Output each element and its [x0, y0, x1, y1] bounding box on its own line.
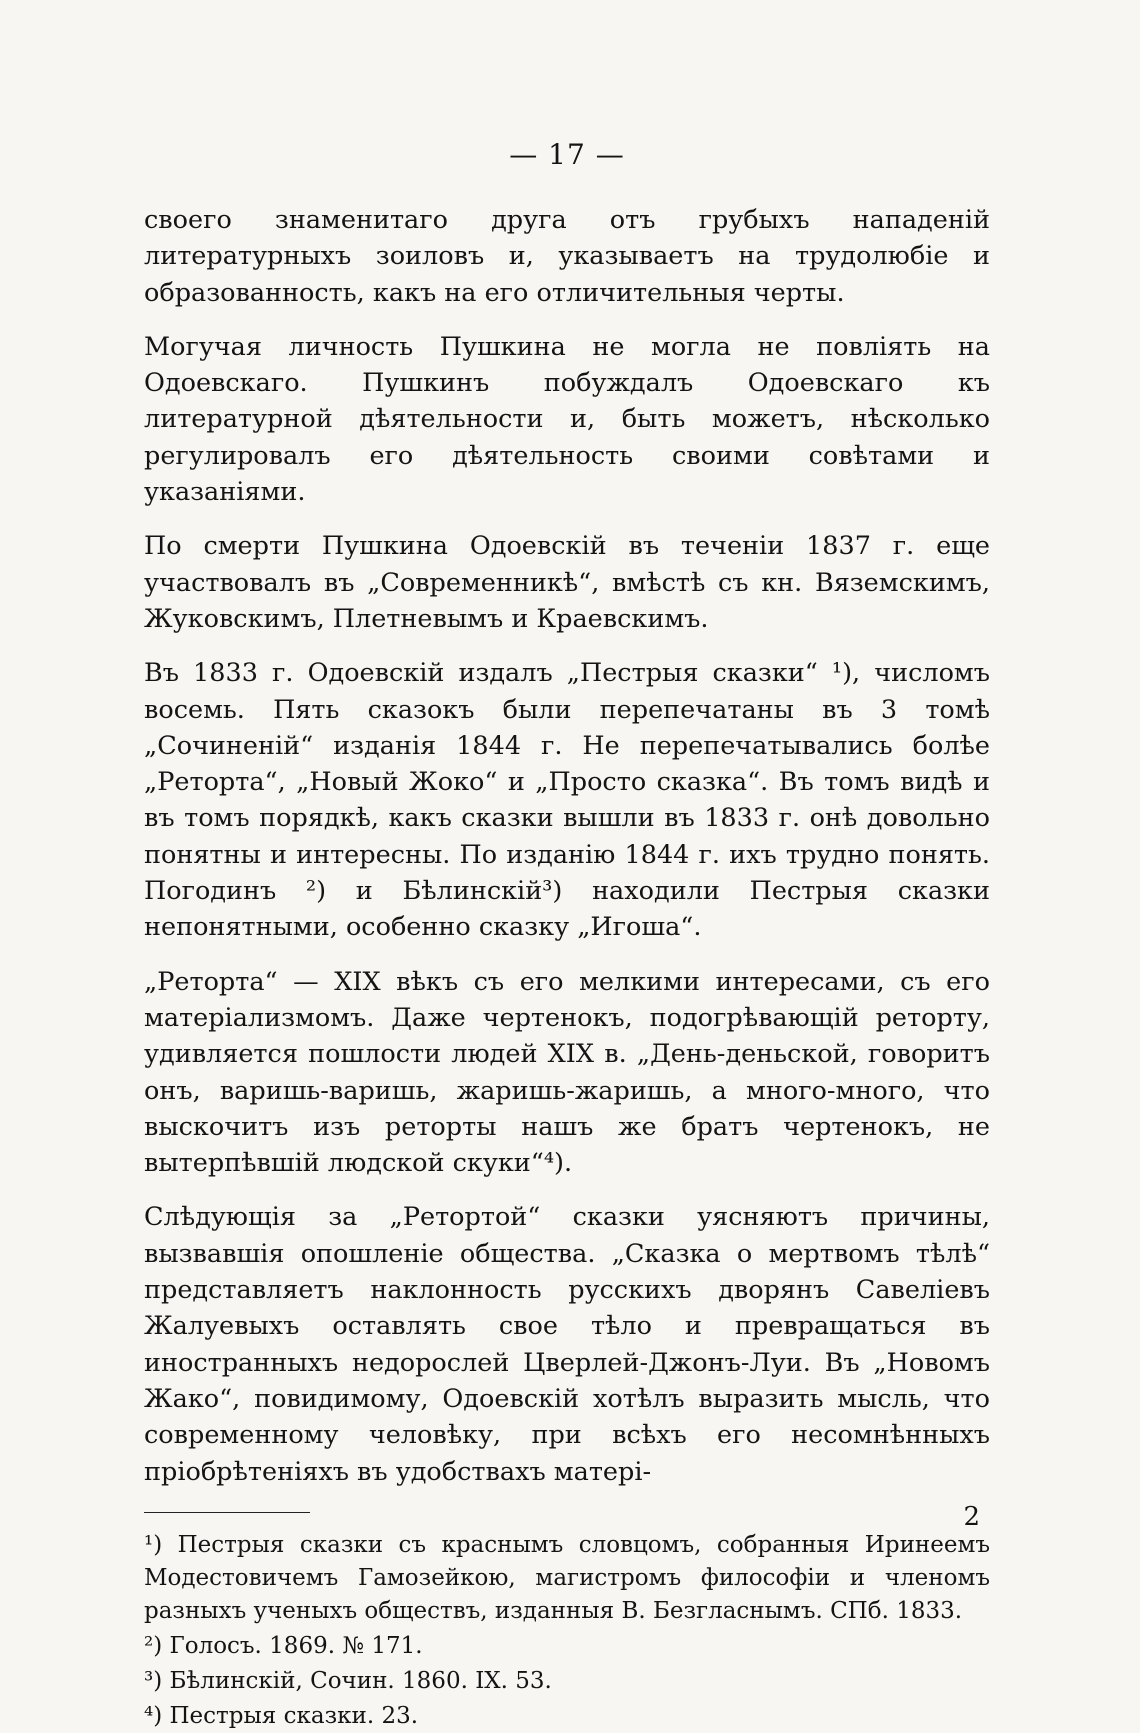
footnote: ³) Бѣлинскій, Сочин. 1860. IX. 53. — [144, 1667, 552, 1694]
paragraph: „Реторта“ — XIX вѣкъ съ его мелкими интересами, съ его матеріализмомъ. Даже чертенокъ, подогрѣвающій реторту, удивляется пошлости людей XIX в. „День-деньской, говоритъ онъ, варишь-варишь, жаришь-жаришь, а много-много, что выскочитъ изъ реторты нашъ же братъ чертенокъ, не вытерпѣвшій людской скуки“⁴). — [144, 966, 990, 1179]
paragraph: Могучая личность Пушкина не могла не повліять на Одоевскаго. Пушкинъ побуждалъ Одоевскаго къ литературной дѣятельности и, быть можетъ, нѣсколько регулировалъ его дѣятельность своими совѣтами и указаніями. — [144, 331, 990, 508]
paragraph: По смерти Пушкина Одоевскій въ теченіи 1837 г. еще участвовалъ въ „Современникѣ“, вмѣстѣ съ кн. Вяземскимъ, Жуковскимъ, Плетневымъ и Краевскимъ. — [144, 531, 990, 634]
paragraph: своего знаменитаго друга отъ грубыхъ нападеній литературныхъ зоиловъ и, указываетъ на трудолюбіе и образованность, какъ на его отличительныя черты. — [144, 205, 990, 308]
page-number: — 17 — — [509, 138, 625, 171]
footnotes — [144, 1529, 990, 1733]
footnote: ²) Голосъ. 1869. № 171. — [144, 1632, 423, 1659]
footnote-divider — [144, 1512, 310, 1513]
footnote: ⁴) Пестрыя сказки. 23. — [144, 1702, 419, 1729]
footnote: ¹) Пестрыя сказки съ краснымъ словцомъ, собранныя Иринеемъ Модестовичемъ Гамозейкою, магистромъ философіи и членомъ разныхъ ученыхъ обществъ, изданныя В. Безгласнымъ. СПб. 1833. — [144, 1531, 990, 1624]
paragraph: Въ 1833 г. Одоевскій издалъ „Пестрыя сказки“ ¹), числомъ восемь. Пять сказокъ были перепечатаны въ 3 томѣ „Сочиненій“ изданія 1844 г. Не перепечатывались болѣе „Реторта“, „Новый Жоко“ и „Просто сказка“. Въ томъ видѣ и въ томъ порядкѣ, какъ сказки вышли въ 1833 г. онѣ довольно понятны и интересны. По изданію 1844 г. ихъ трудно понять. Погодинъ ²) и Бѣлинскій³) находили Пестрыя сказки непонятными, особенно сказку „Игоша“. — [144, 658, 990, 943]
signature-mark: 2 — [963, 1502, 980, 1532]
paragraph: Слѣдующія за „Ретортой“ сказки уясняютъ причины, вызвавшія опошленіе общества. „Сказка о мертвомъ тѣлѣ“ представляетъ наклонность русскихъ дворянъ Савеліевъ Жалуевыхъ оставлять свое тѣло и превращаться въ иностранныхъ недорослей Цверлей-Джонъ-Луи. Въ „Новомъ Жако“, повидимому, Одоевскій хотѣлъ выразить мысль, что современному человѣку, при всѣхъ его несомнѣнныхъ пріобрѣтеніяхъ въ удобствахъ матері- — [144, 1202, 990, 1487]
body-text — [144, 202, 990, 1490]
